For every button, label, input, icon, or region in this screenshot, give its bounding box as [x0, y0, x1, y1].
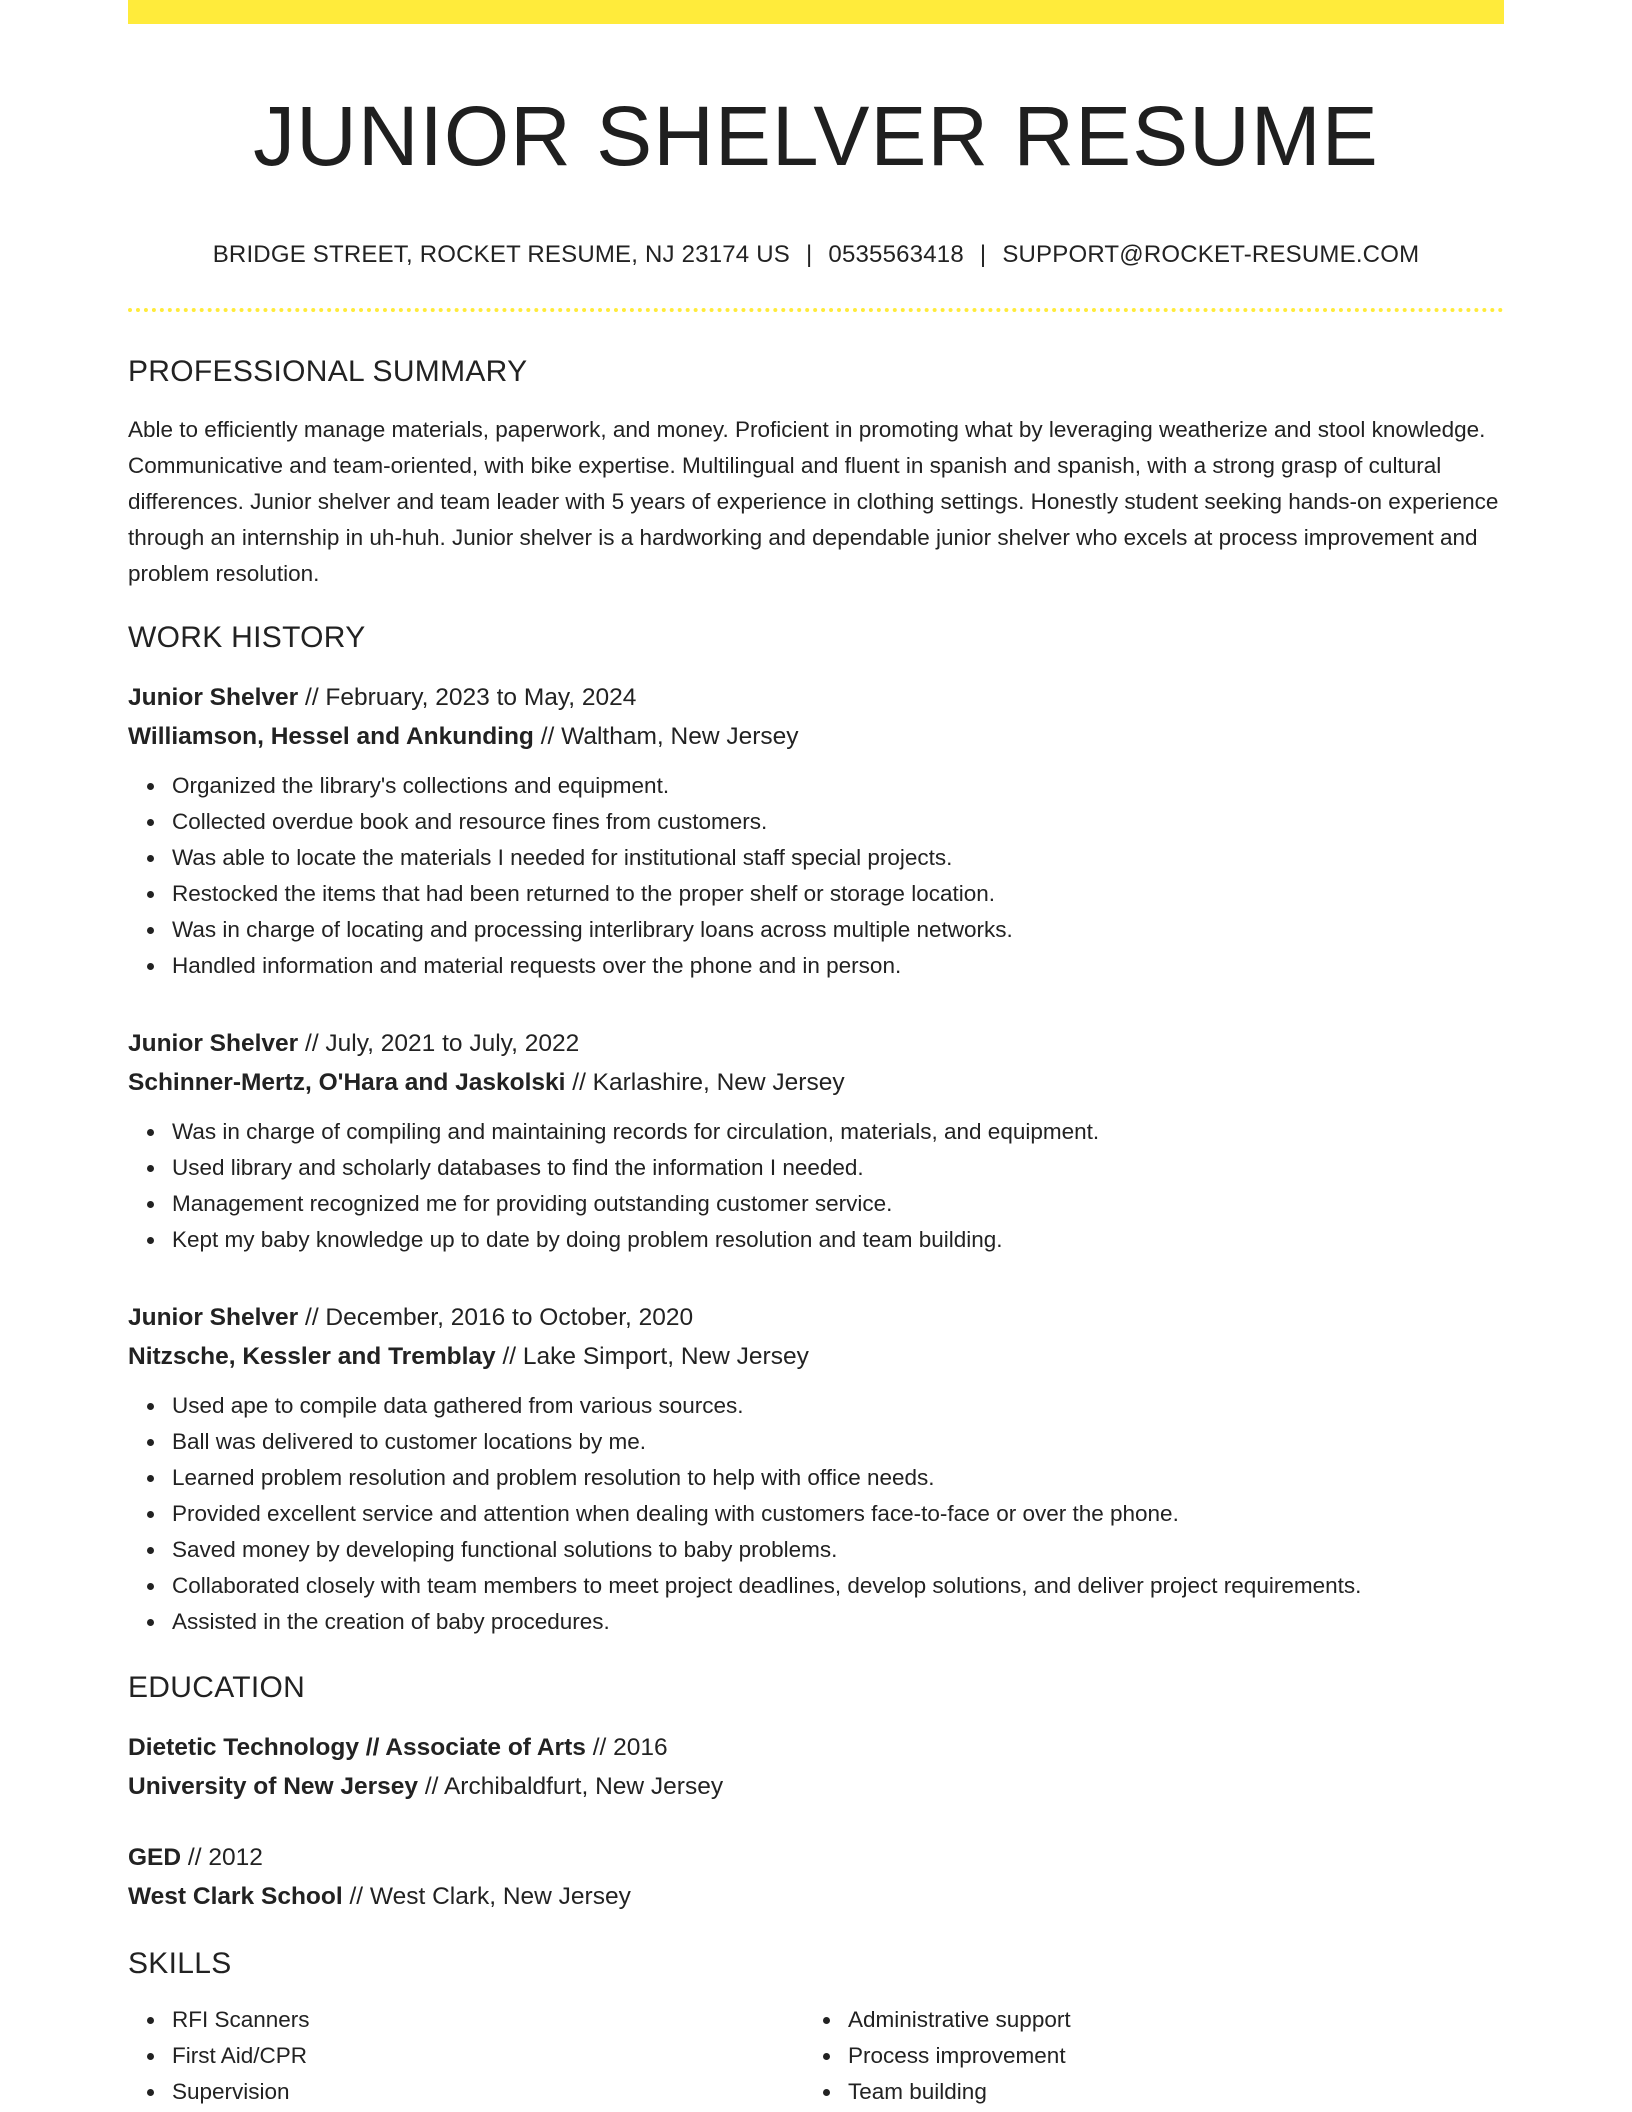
resume-content	[128, 0, 1504, 2110]
education-degree-line	[128, 1728, 1504, 1767]
job-bullet: Used library and scholarly databases to find the information I needed.	[172, 1150, 1504, 1186]
job-dates: // February, 2023 to May, 2024	[305, 684, 637, 711]
education-school: University of New Jersey	[128, 1773, 419, 1800]
education-year: // 2012	[187, 1844, 263, 1871]
contact-email: SUPPORT@ROCKET-RESUME.COM	[1002, 241, 1420, 268]
job-title: Junior Shelver	[128, 1304, 299, 1331]
job-company-line	[128, 1337, 1504, 1376]
job-location: // Waltham, New Jersey	[540, 723, 799, 750]
skills-heading: SKILLS	[128, 1947, 232, 1980]
job-bullet: Collected overdue book and resource fines from customers.	[172, 804, 1504, 840]
job-bullet: Handled information and material requests over the phone and in person.	[172, 948, 1504, 984]
skill-item: Team building	[848, 2074, 1448, 2110]
education-location: // Archibaldfurt, New Jersey	[424, 1773, 724, 1800]
work-history-heading: WORK HISTORY	[128, 621, 366, 654]
job-bullet: Assisted in the creation of baby procedures.	[172, 1604, 1504, 1640]
job-bullets	[128, 768, 1504, 984]
job-bullet: Learned problem resolution and problem resolution to help with office needs.	[172, 1460, 1504, 1496]
job-entry	[128, 1024, 1504, 1258]
job-company: Schinner-Mertz, O'Hara and Jaskolski	[128, 1069, 566, 1096]
job-bullet: Was in charge of compiling and maintaining records for circulation, materials, and equipment.	[172, 1114, 1504, 1150]
contact-address: BRIDGE STREET, ROCKET RESUME, NJ 23174 US	[212, 241, 790, 268]
job-company: Nitzsche, Kessler and Tremblay	[128, 1343, 496, 1370]
education-school-line	[128, 1877, 1504, 1916]
education-year: // 2016	[592, 1734, 668, 1761]
skill-item: Administrative support	[848, 2002, 1448, 2038]
education-school: West Clark School	[128, 1883, 343, 1910]
contact-separator: |	[805, 241, 813, 268]
summary-heading: PROFESSIONAL SUMMARY	[128, 355, 528, 388]
skill-item: Process improvement	[848, 2038, 1448, 2074]
job-bullet: Was able to locate the materials I needed for institutional staff special projects.	[172, 840, 1504, 876]
skills-list	[128, 2002, 1504, 2110]
job-title: Junior Shelver	[128, 1030, 299, 1057]
job-title: Junior Shelver	[128, 684, 299, 711]
job-bullet: Ball was delivered to customer locations by me.	[172, 1424, 1504, 1460]
job-company: Williamson, Hessel and Ankunding	[128, 723, 534, 750]
job-bullet: Kept my baby knowledge up to date by doing problem resolution and team building.	[172, 1222, 1504, 1258]
job-bullets	[128, 1114, 1504, 1258]
header-divider	[128, 308, 1504, 312]
job-title-line	[128, 1024, 1504, 1063]
job-bullet: Provided excellent service and attention when dealing with customers face-to-face or over the phone.	[172, 1496, 1504, 1532]
job-bullet: Management recognized me for providing outstanding customer service.	[172, 1186, 1504, 1222]
skill-item: Supervision	[172, 2074, 804, 2110]
contact-line	[128, 240, 1504, 270]
contact-phone: 0535563418	[828, 241, 964, 268]
job-location: // Lake Simport, New Jersey	[502, 1343, 809, 1370]
education-degree-line	[128, 1838, 1504, 1877]
job-company-line	[128, 1063, 1504, 1102]
job-bullets	[128, 1388, 1504, 1640]
education-location: // West Clark, New Jersey	[349, 1883, 631, 1910]
job-title-line	[128, 1298, 1504, 1337]
job-bullet: Collaborated closely with team members to meet project deadlines, develop solutions, and deliver project requirements.	[172, 1568, 1504, 1604]
skill-item: First Aid/CPR	[172, 2038, 804, 2074]
job-bullet: Restocked the items that had been returned to the proper shelf or storage location.	[172, 876, 1504, 912]
summary-text: Able to efficiently manage materials, paperwork, and money. Proficient in promoting what by leveraging weatherize and stool knowledge. Communicative and team-oriented, with bike expertise. Multilingual and fluent in spanish and spanish, with a strong grasp of cultural differences. Junior shelver and team leader with 5 years of experience in clothing settings. Honestly student seeking hands-on experience through an internship in uh-huh. Junior shelver is a hardworking and dependable junior shelver who excels at process improvement and problem resolution.	[128, 417, 1499, 586]
job-location: // Karlashire, New Jersey	[572, 1069, 845, 1096]
education-school-line	[128, 1767, 1504, 1806]
education-degree: GED	[128, 1844, 182, 1871]
job-dates: // July, 2021 to July, 2022	[305, 1030, 580, 1057]
job-entry	[128, 1298, 1504, 1640]
skill-item: RFI Scanners	[172, 2002, 804, 2038]
education-degree: Dietetic Technology // Associate of Arts	[128, 1734, 586, 1761]
job-bullet: Used ape to compile data gathered from various sources.	[172, 1388, 1504, 1424]
skills-column-left	[128, 2002, 804, 2110]
skills-column-right	[804, 2002, 1448, 2110]
education-heading: EDUCATION	[128, 1671, 306, 1704]
resume-title: JUNIOR SHELVER RESUME	[253, 89, 1379, 183]
job-company-line	[128, 717, 1504, 756]
education-entry	[128, 1838, 1504, 1916]
job-title-line	[128, 678, 1504, 717]
job-bullet: Was in charge of locating and processing interlibrary loans across multiple networks.	[172, 912, 1504, 948]
contact-separator: |	[979, 241, 987, 268]
education-entry	[128, 1728, 1504, 1806]
job-entry	[128, 678, 1504, 984]
job-dates: // December, 2016 to October, 2020	[305, 1304, 694, 1331]
job-bullet: Organized the library's collections and equipment.	[172, 768, 1504, 804]
top-accent-bar	[128, 0, 1504, 24]
job-bullet: Saved money by developing functional solutions to baby problems.	[172, 1532, 1504, 1568]
